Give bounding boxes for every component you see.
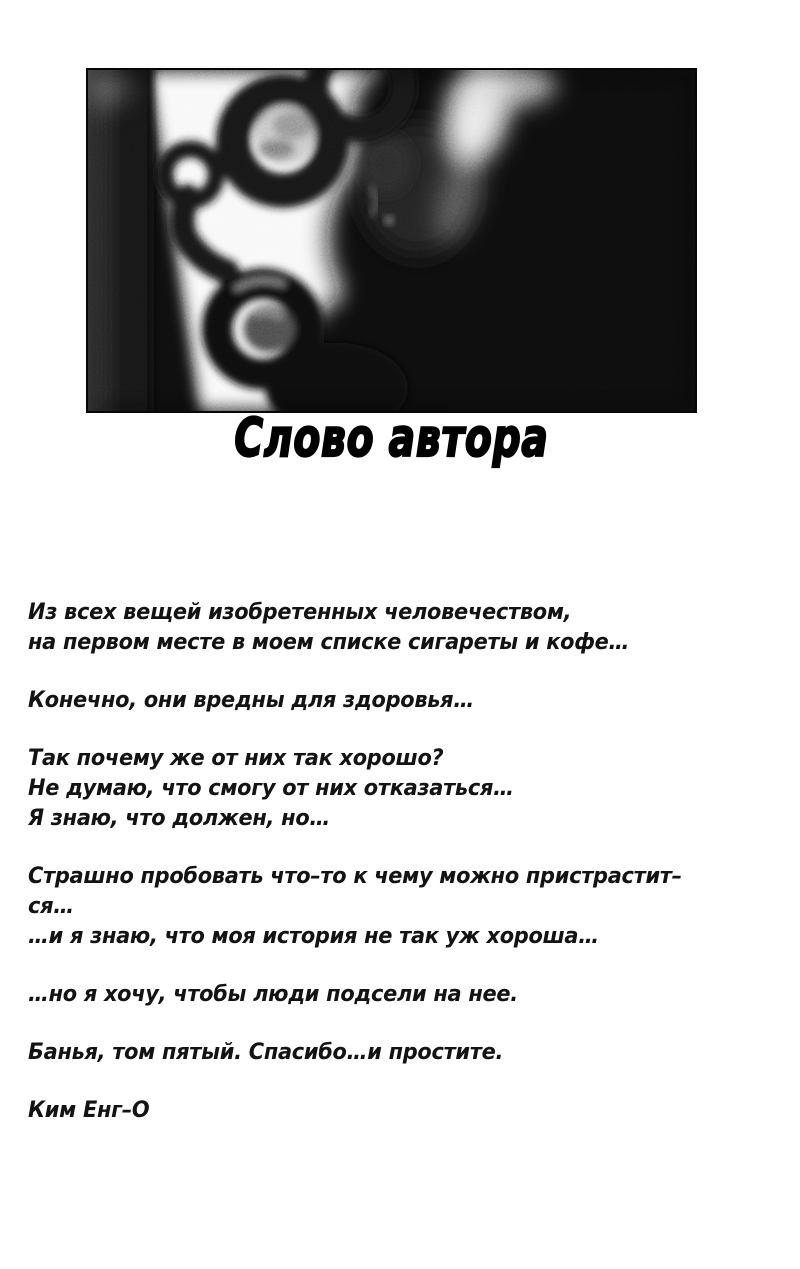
text-line: Конечно, они вредны для здоровья…	[28, 688, 474, 713]
text-line: …но я хочу, чтобы люди подсели на нее.	[28, 982, 518, 1007]
author-note	[28, 598, 731, 1154]
note-paragraph	[28, 686, 731, 716]
text-line: Банья, том пятый. Спасибо…и простите.	[28, 1040, 504, 1065]
author-signature	[28, 1096, 731, 1126]
text-line: …и я знаю, что моя история не так уж хороша…	[28, 924, 599, 949]
author-photo	[86, 68, 697, 413]
text-line: на первом месте в моем списке сигареты и кофе…	[28, 630, 630, 655]
text-line: Так почему же от них так хорошо?	[28, 746, 444, 771]
note-paragraph	[28, 862, 731, 952]
text-line: ся…	[28, 894, 74, 919]
photo-illustration	[88, 70, 695, 411]
note-paragraph	[28, 980, 731, 1010]
text-line: Страшно пробовать что–то к чему можно пристрастит–	[28, 864, 682, 889]
text-line: Ким Енг–О	[28, 1098, 150, 1123]
text-line: Из всех вещей изобретенных человечеством,	[28, 600, 572, 625]
note-paragraph	[28, 598, 731, 658]
text-line: Я знаю, что должен, но…	[28, 806, 331, 831]
page-title: Слово автора	[234, 408, 549, 469]
note-paragraph	[28, 744, 731, 834]
text-line: Не думаю, что смогу от них отказаться…	[28, 776, 514, 801]
note-paragraph	[28, 1038, 731, 1068]
